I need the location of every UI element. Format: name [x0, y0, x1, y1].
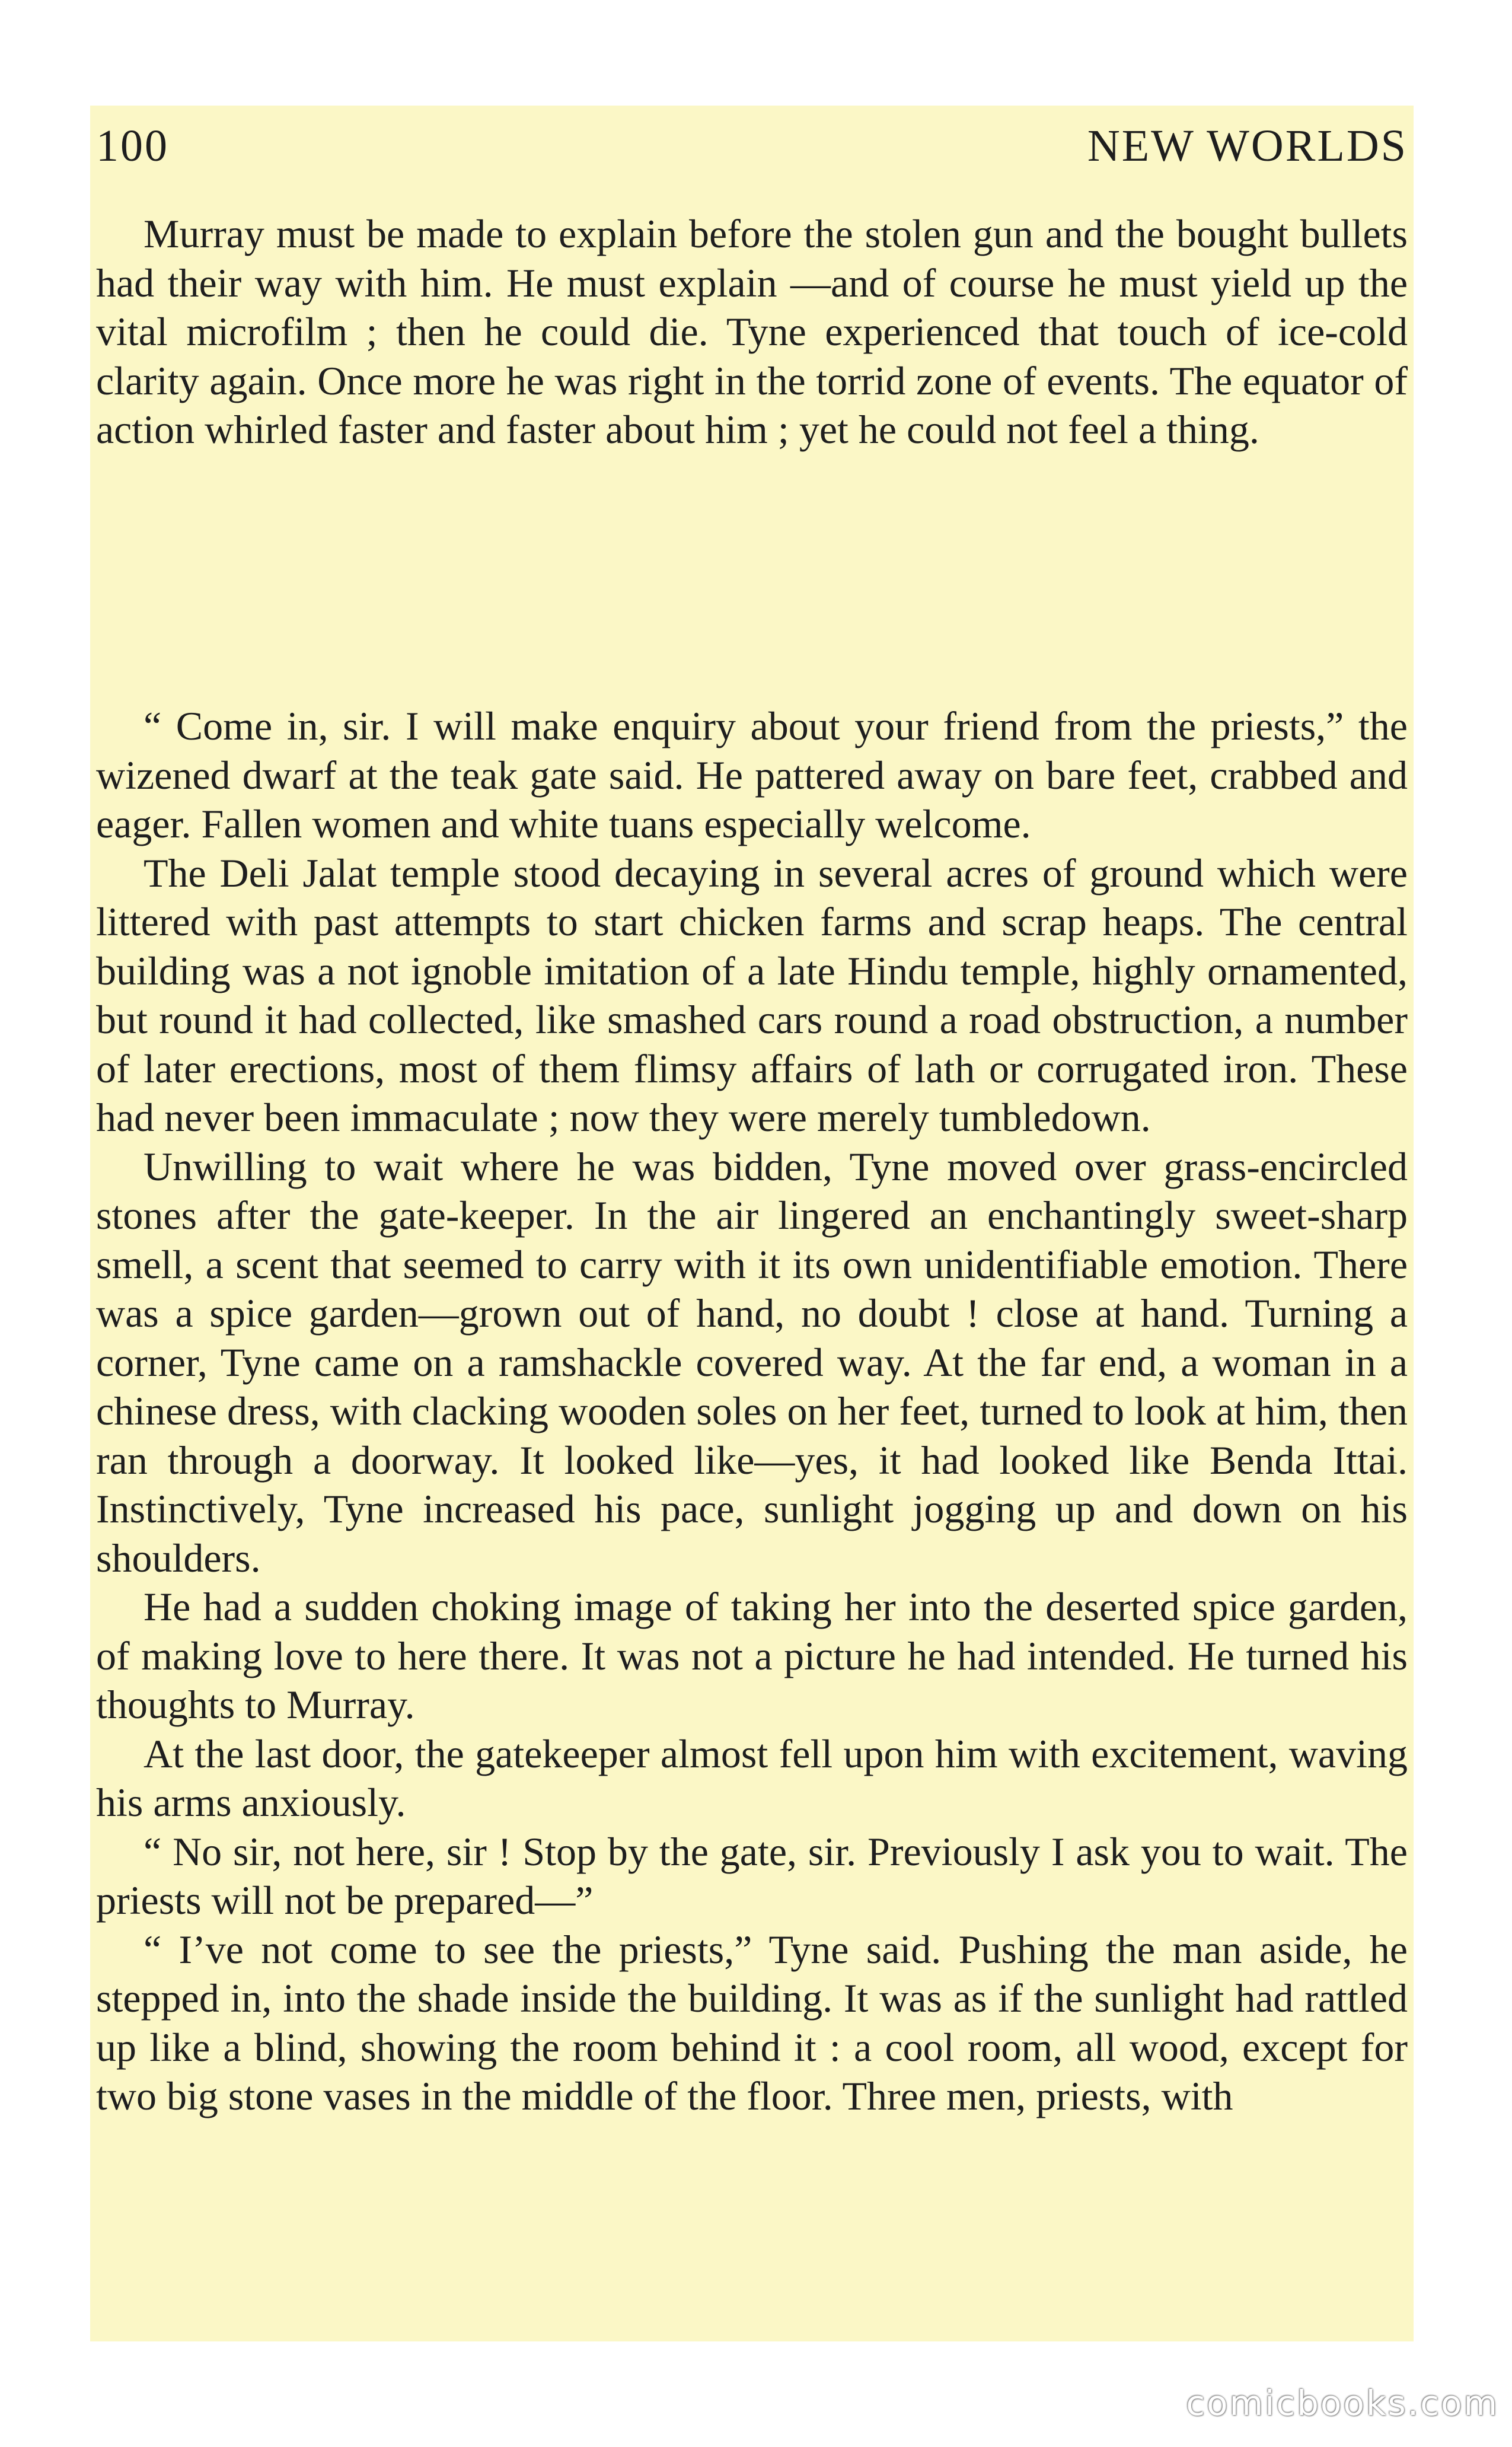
magazine-title: NEW WORLDS	[1087, 121, 1408, 171]
watermark: comicbooks.com	[1186, 2383, 1499, 2423]
paragraph: Unwilling to wait where he was bidden, Tyne moved over grass-encircled stones after the gate-keeper. In the air lingered an enchantingly sweet-sharp smell, a scent that seemed to carry with it its own unidentifiable emotion. There was a spice garden—grown out of hand, no doubt ! close at hand. Turning a corner, Tyne came on a ramshackle covered way. At the far end, a woman in a chinese dress, with clacking wooden soles on her feet, turned to look at him, then ran through a doorway. It looked like—yes, it had looked like Benda Ittai. Instinctively, Tyne increased his pace, sunlight jogging up and down on his shoulders.	[96, 1143, 1408, 1581]
paragraph: He had a sudden choking image of taking her into the deserted spice garden, of making love to here there. It was not a picture he had intended. He turned his thoughts to Murray.	[96, 1584, 1408, 1727]
running-head	[96, 116, 1408, 176]
story-text-opening	[96, 209, 1408, 454]
story-text-continued	[96, 702, 1408, 2121]
paragraph: Murray must be made to explain before the stolen gun and the bought bullets had their way with him. He must explain —and of course he must yield up the vital microfilm ; then he could die. Tyne experienced that touch of ice-cold clarity again. Once more he was right in the torrid zone of events. The equator of action whirled faster and faster about him ; yet he could not feel a thing.	[96, 211, 1408, 452]
paragraph: At the last door, the gatekeeper almost fell upon him with excitement, waving his arms anxiously.	[96, 1731, 1408, 1825]
page-number: 100	[96, 121, 169, 171]
paragraph: “ No sir, not here, sir ! Stop by the gate, sir. Previously I ask you to wait. The priests will not be prepared—”	[96, 1828, 1408, 1923]
paragraph: “ I’ve not come to see the priests,” Tyne said. Pushing the man aside, he stepped in, into the shade inside the building. It was as if the sunlight had rattled up like a blind, showing the room behind it : a cool room, all wood, except for two big stone vases in the middle of the floor. Three men, priests, with	[96, 1926, 1408, 2118]
paragraph: “ Come in, sir. I will make enquiry about your friend from the priests,” the wizened dwarf at the teak gate said. He pattered away on bare feet, crabbed and eager. Fallen women and white tuans especially welcome.	[96, 703, 1408, 846]
page	[90, 106, 1414, 2341]
paragraph: The Deli Jalat temple stood decaying in several acres of ground which were littered with past attempts to start chicken farms and scrap heaps. The central building was a not ignoble imitation of a late Hindu temple, highly ornamented, but round it had collected, like smashed cars round a road obstruction, a number of later erections, most of them flimsy affairs of lath or corrugated iron. These had never been immaculate ; now they were merely tumbledown.	[96, 850, 1408, 1140]
